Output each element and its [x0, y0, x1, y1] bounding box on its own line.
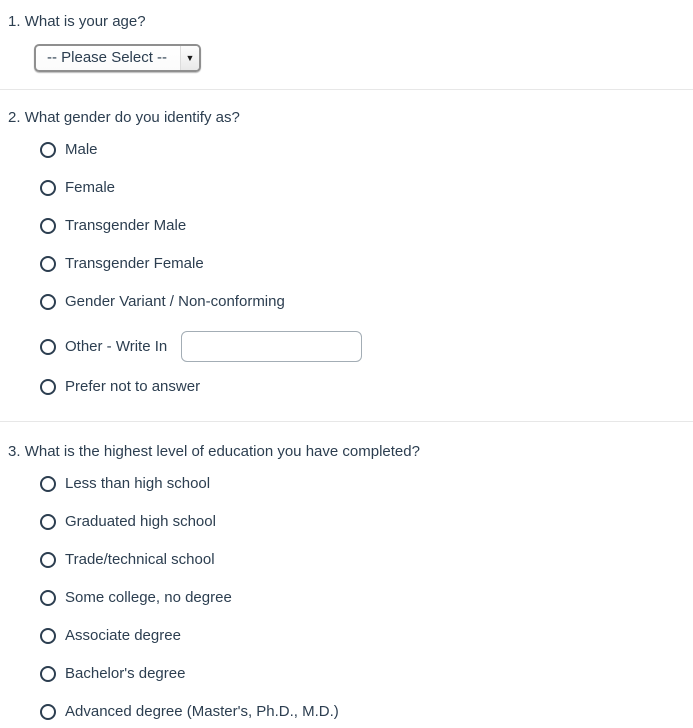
question-education: [8, 442, 693, 720]
education-options: [40, 475, 693, 720]
radio-transgender-male[interactable]: [40, 218, 56, 234]
option-label: Less than high school: [65, 475, 211, 492]
option-label: Transgender Female: [65, 255, 204, 272]
question-divider: [0, 89, 693, 90]
other-write-in-input[interactable]: [181, 331, 362, 362]
question-number: 3.: [8, 443, 21, 460]
age-select[interactable]: [34, 44, 201, 72]
question-text: What is your age?: [24, 13, 146, 30]
option-row: [40, 293, 693, 310]
radio-trade-technical-school[interactable]: [40, 552, 56, 568]
radio-female[interactable]: [40, 180, 56, 196]
option-label: Trade/technical school: [65, 551, 215, 568]
question-title: [8, 442, 693, 461]
option-row-other: [40, 331, 693, 362]
option-label: Male: [65, 141, 98, 158]
option-row: [40, 475, 693, 492]
radio-associate-degree[interactable]: [40, 628, 56, 644]
option-label: Transgender Male: [65, 217, 187, 234]
radio-advanced-degree[interactable]: [40, 704, 56, 720]
option-label: Gender Variant / Non-conforming: [65, 293, 285, 310]
age-select-wrap: [34, 44, 201, 72]
question-gender: [8, 108, 693, 395]
radio-less-than-high-school[interactable]: [40, 476, 56, 492]
option-row: [40, 255, 693, 272]
option-label: Bachelor's degree: [65, 665, 186, 682]
radio-bachelors-degree[interactable]: [40, 666, 56, 682]
option-row: [40, 665, 693, 682]
radio-other-write-in[interactable]: [40, 339, 56, 355]
question-age: [8, 12, 693, 72]
option-row: [40, 513, 693, 530]
question-title: [8, 12, 693, 31]
question-divider: [0, 421, 693, 422]
option-row: [40, 589, 693, 606]
question-title: [8, 108, 693, 127]
option-row: [40, 378, 693, 395]
question-number: 1.: [8, 13, 21, 30]
radio-prefer-not-to-answer[interactable]: [40, 379, 56, 395]
option-label: Graduated high school: [65, 513, 216, 530]
radio-gender-variant[interactable]: [40, 294, 56, 310]
option-label: Some college, no degree: [65, 589, 232, 606]
gender-options: [40, 141, 693, 395]
question-text: What gender do you identify as?: [24, 109, 240, 126]
option-label: Other - Write In: [65, 338, 168, 355]
radio-male[interactable]: [40, 142, 56, 158]
radio-graduated-high-school[interactable]: [40, 514, 56, 530]
question-text: What is the highest level of education you have completed?: [24, 443, 420, 460]
radio-transgender-female[interactable]: [40, 256, 56, 272]
option-row: [40, 627, 693, 644]
chevron-down-icon: ▼: [180, 46, 199, 70]
option-row: [40, 217, 693, 234]
option-row: [40, 551, 693, 568]
option-row: [40, 179, 693, 196]
option-label: Prefer not to answer: [65, 378, 201, 395]
option-row: [40, 703, 693, 720]
option-label: Female: [65, 179, 116, 196]
question-number: 2.: [8, 109, 21, 126]
radio-some-college-no-degree[interactable]: [40, 590, 56, 606]
option-label: Advanced degree (Master's, Ph.D., M.D.): [65, 703, 339, 720]
option-label: Associate degree: [65, 627, 181, 644]
option-row: [40, 141, 693, 158]
